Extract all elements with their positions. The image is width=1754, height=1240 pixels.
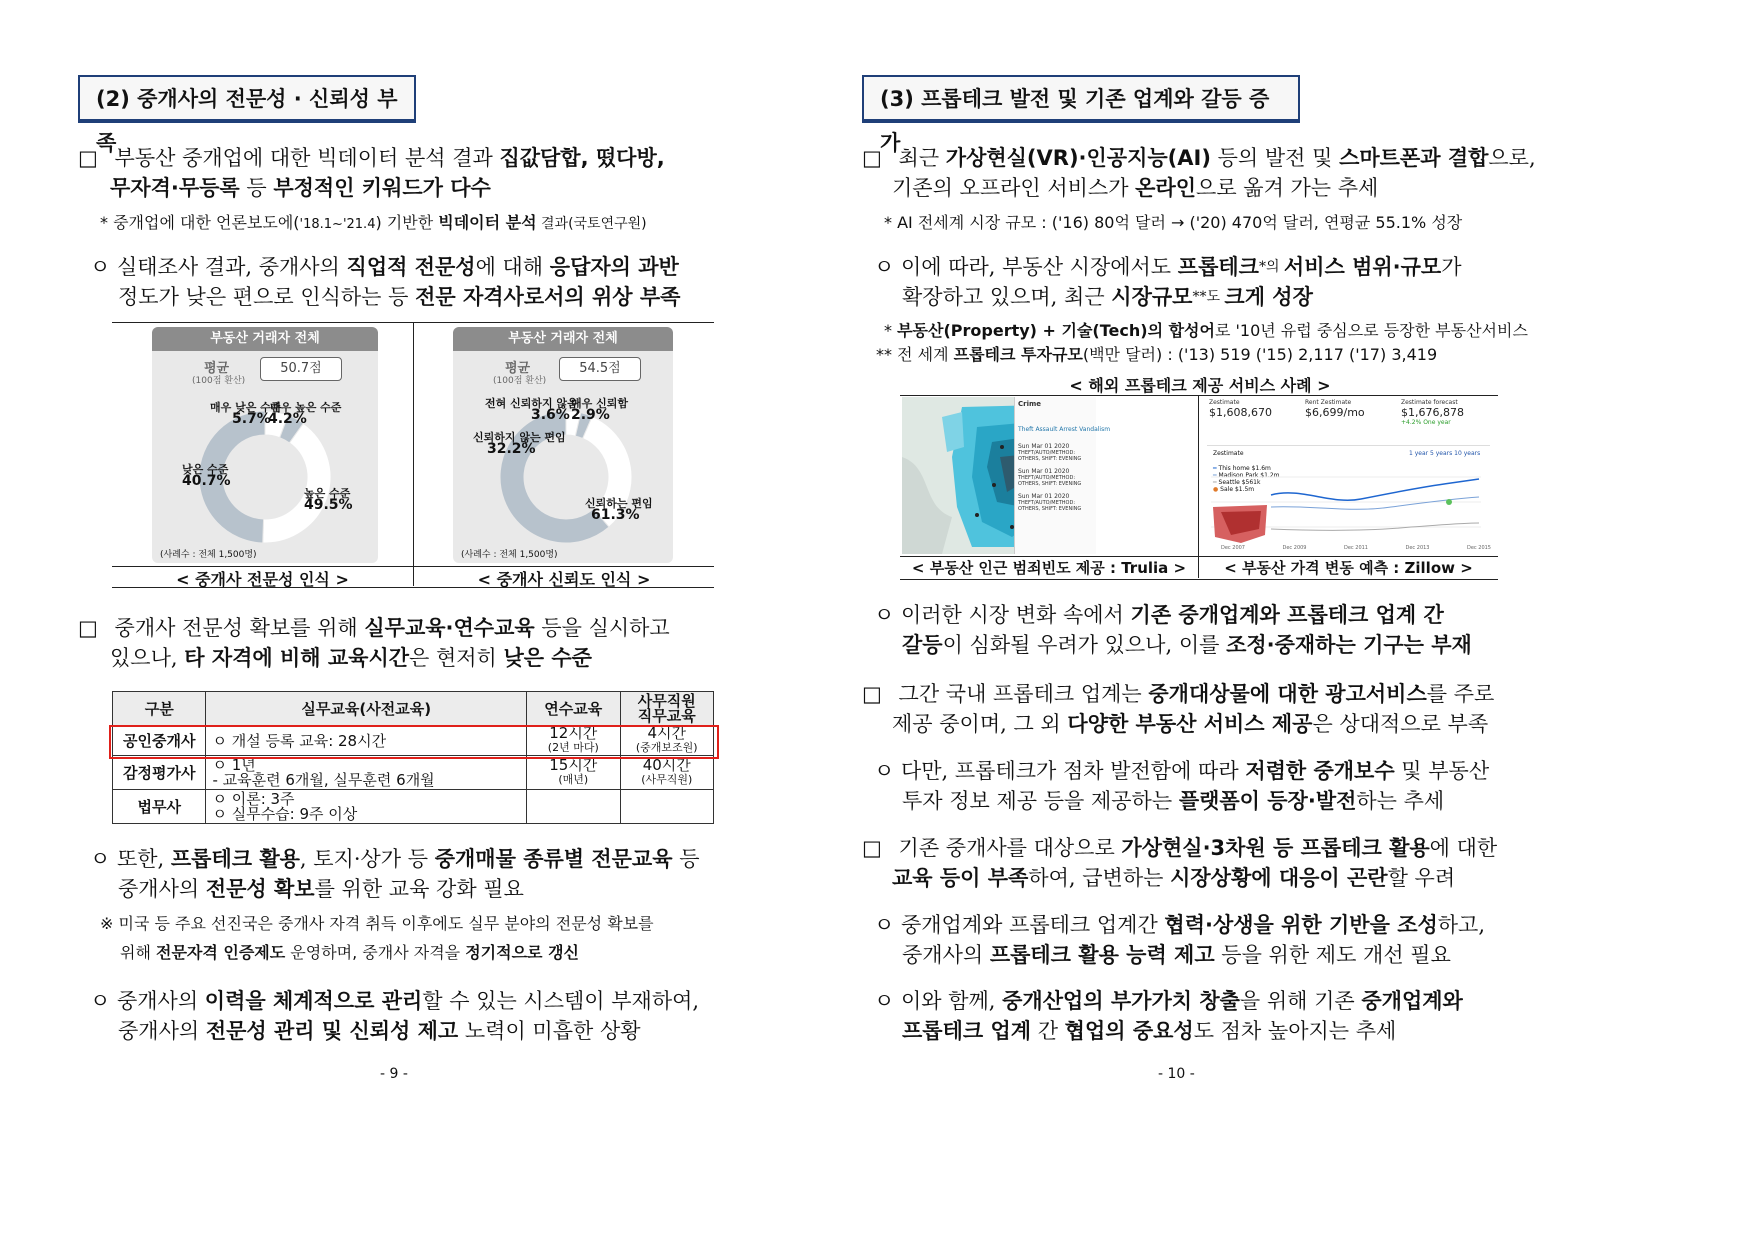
trust-chart-card bbox=[453, 327, 673, 563]
sub-item-3-line-1: ㅇ 중개사의 이력을 체계적으로 관리할 수 있는 시스템이 부재하여, bbox=[90, 989, 700, 1013]
crime-tab[interactable]: Vandalism bbox=[1079, 426, 1111, 433]
zillow-screenshot bbox=[1201, 397, 1496, 554]
crime-tab[interactable]: Arrest bbox=[1059, 426, 1078, 433]
chart1-caption: < 중개사 전문성 인식 > bbox=[176, 570, 349, 589]
zillow-trend-chart bbox=[1201, 457, 1496, 554]
crime-sidebar bbox=[1014, 397, 1111, 554]
r-note-2: ** 전 세계 프롭테크 투자규모(백만 달러) : ('13) 519 ('15) 2,117 ('17) 3,419 bbox=[876, 345, 1438, 364]
r-paragraph-1-line-2: 기존의 오프라인 서비스가 온라인으로 옮겨 가는 추세 bbox=[892, 176, 1379, 200]
page-number-right: - 10 - bbox=[1158, 1066, 1195, 1082]
paragraph-2-line-2: 있으나, 타 자격에 비해 교육시간은 현저히 낮은 수준 bbox=[110, 646, 592, 670]
square-bullet: □ bbox=[78, 146, 98, 170]
label-not-at-all: 전혀 신뢰하지 않음 bbox=[485, 397, 578, 410]
figure-divider bbox=[413, 322, 414, 586]
x-tick: Dec 2011 bbox=[1344, 545, 1368, 551]
label-distrust: 신뢰하지 않는 편임 bbox=[473, 431, 566, 444]
expertise-chart-card bbox=[152, 327, 378, 563]
header-cell: 구분 bbox=[113, 692, 206, 726]
crime-tabs bbox=[1018, 426, 1111, 433]
table-header-row bbox=[113, 692, 714, 726]
r-paragraph-1-line-1: □ 최근 가상현실(VR)·인공지능(AI) 등의 발전 및 스마트폰과 결합으로, bbox=[862, 146, 1536, 170]
trulia-caption: < 부동산 인근 범죄빈도 제공 : Trulia > bbox=[911, 559, 1187, 577]
r-sub-item-2-line-2: 갈등이 심화될 우려가 있으나, 이를 조정·중재하는 기구는 부재 bbox=[902, 633, 1472, 657]
crime-panel-title: Crime bbox=[1018, 400, 1042, 408]
avg-label: 평균 bbox=[204, 361, 230, 376]
zestimate-kpi: Zestimate $1,608,670 bbox=[1209, 399, 1272, 419]
zestimate-chart-label: Zestimate bbox=[1213, 450, 1244, 457]
sub-item-2-line-2: 중개사의 전문성 확보를 위한 교육 강화 필요 bbox=[118, 877, 524, 901]
square-bullet: □ bbox=[862, 146, 882, 170]
sub-item-3-line-2: 중개사의 전문성 관리 및 신뢰성 제고 노력이 미흡한 상황 bbox=[118, 1019, 641, 1043]
section-heading-left: (2) 중개사의 전문성 · 신뢰성 부족 bbox=[78, 75, 416, 123]
trust-donut bbox=[486, 405, 646, 545]
legend-item: ━ Seattle $561k bbox=[1213, 479, 1261, 486]
paragraph-2-line-1: □ 중개사 전문성 확보를 위해 실무교육·연수교육 등을 실시하고 bbox=[78, 616, 670, 640]
highlight-box bbox=[109, 725, 719, 759]
r-sub-item-4-line-1: ㅇ 중개업계와 프롭테크 업계간 협력·상생을 위한 기반을 조성하고, bbox=[874, 913, 1486, 937]
header-cell: 연수교육 bbox=[527, 692, 620, 726]
zillow-divider bbox=[1207, 445, 1490, 446]
range-selector[interactable]: 1 year 5 years 10 years bbox=[1409, 450, 1481, 457]
proptech-divider bbox=[1198, 395, 1199, 578]
chart-header: 부동산 거래자 전체 bbox=[152, 327, 378, 351]
rent-zestimate-kpi: Rent Zestimate $6,699/mo bbox=[1305, 399, 1365, 419]
square-bullet: □ bbox=[862, 682, 882, 706]
label-very-trust: 매우 신뢰함 bbox=[571, 397, 628, 410]
header-cell: 사무직원 직무교육 bbox=[620, 692, 714, 726]
table-row: 법무사 ㅇ 이론: 3주 ㅇ 실무수습: 9주 이상 bbox=[113, 790, 714, 824]
sub-item-1-line-2: 정도가 낮은 편으로 인식하는 등 전문 자격사로서의 위상 부족 bbox=[118, 285, 681, 309]
avg-value-box: 54.5점 bbox=[559, 357, 641, 381]
legend-item: ━ This home $1.6m bbox=[1213, 465, 1271, 472]
pct-high: 49.5% bbox=[304, 497, 353, 513]
legend-item: ● Sale $1.5m bbox=[1213, 486, 1255, 493]
r-sub-item-5-line-1: ㅇ 이와 함께, 중개산업의 부가가치 창출을 위해 기존 중개업계와 bbox=[874, 989, 1463, 1013]
avg-sub-label: (100점 환산) bbox=[192, 376, 246, 386]
r-sub-item-3-line-2: 투자 정보 제공 등을 제공하는 플랫폼이 등장·발전하는 추세 bbox=[902, 789, 1445, 813]
avg-label: 평균 bbox=[505, 361, 531, 376]
crime-tab[interactable]: Assault bbox=[1035, 426, 1058, 433]
paragraph-1-line-2: 무자격·무등록 등 부정적인 키워드가 다수 bbox=[110, 176, 491, 200]
r-sub-item-1-line-1: ㅇ 이에 따라, 부동산 시장에서도 프롭테크$^{*의}$ 서비스 범위·규모가 bbox=[874, 255, 1462, 279]
header-cell: 실무교육(사전교육) bbox=[206, 692, 527, 726]
r-sub-item-2-line-1: ㅇ 이러한 시장 변화 속에서 기존 중개업계와 프롭테크 업계 간 bbox=[874, 603, 1444, 627]
label-very-low: 매우 낮은 수준 bbox=[210, 401, 282, 414]
paragraph-1-note: * 중개업에 대한 언론보도에('18.1~'21.4) 기반한 빅데이터 분석 결과(국토연구원) bbox=[100, 213, 647, 232]
pct-distrust: 32.2% bbox=[487, 441, 536, 457]
avg-sub-label: (100점 환산) bbox=[493, 376, 547, 386]
sample-note: (사례수 : 전체 1,500명) bbox=[461, 550, 558, 560]
pct-very-trust: 2.9% bbox=[571, 407, 610, 423]
r-paragraph-2-line-1: □ 그간 국내 프롭테크 업계는 중개대상물에 대한 광고서비스를 주로 bbox=[862, 682, 1495, 706]
table-row: 공인중개사 ㅇ 개설 등록 교육: 28시간 12시간 (2년 마다) 4시간 (중개보조원) bbox=[113, 726, 714, 756]
r-sub-item-1-line-2: 확장하고 있으며, 최근 시장규모$^{**도}$ 크게 성장 bbox=[902, 285, 1313, 309]
r-paragraph-3-line-2: 교육 등이 부족하여, 급변하는 시장상황에 대응이 곤란할 우려 bbox=[892, 866, 1456, 890]
r-sub-item-5-line-2: 프롭테크 업계 간 협업의 중요성도 점차 높아지는 추세 bbox=[902, 1019, 1397, 1043]
trulia-screenshot bbox=[902, 397, 1111, 554]
sample-note: (사례수 : 전체 1,500명) bbox=[160, 550, 257, 560]
label-high: 높은 수준 bbox=[304, 487, 351, 500]
x-tick: Dec 2013 bbox=[1405, 545, 1430, 551]
r-paragraph-1-note: * AI 전세계 시장 규모 : ('16) 80억 달러 → ('20) 470억 달러, 연평균 55.1% 성장 bbox=[884, 213, 1463, 232]
r-sub-item-4-line-2: 중개사의 프롭테크 활용 능력 제고 등을 위한 제도 개선 필요 bbox=[902, 943, 1451, 967]
x-tick: Dec 2009 bbox=[1282, 545, 1307, 551]
chart2-caption: < 중개사 신뢰도 인식 > bbox=[477, 570, 651, 589]
r-paragraph-2-line-2: 제공 중이며, 그 외 다양한 부동산 서비스 제공은 상대적으로 부족 bbox=[892, 712, 1489, 736]
figure-title: < 해외 프롭테크 제공 서비스 사례 > bbox=[1069, 376, 1331, 395]
table-row: 감정평가사 ㅇ 1년 - 교육훈련 6개월, 실무훈련 6개월 15시간 (매년) 40시간 (사무직원) bbox=[113, 756, 714, 790]
r-sub-item-3-line-1: ㅇ 다만, 프롭테크가 점차 발전함에 따라 저렴한 중개보수 및 부동산 bbox=[874, 759, 1490, 783]
label-low: 낮은 수준 bbox=[182, 463, 229, 476]
sub-item-1-line-1: ㅇ 실태조사 결과, 중개사의 직업적 전문성에 대해 응답자의 과반 bbox=[90, 255, 679, 279]
crime-tab[interactable]: Theft bbox=[1018, 426, 1034, 433]
square-bullet: □ bbox=[78, 616, 98, 640]
sub-item-2-line-1: ㅇ 또한, 프롭테크 활용, 토지·상가 등 중개매물 종류별 전문교육 등 bbox=[90, 847, 700, 871]
x-tick: Dec 2015 bbox=[1467, 545, 1491, 551]
pct-trust: 61.3% bbox=[591, 507, 640, 523]
label-trust: 신뢰하는 편임 bbox=[585, 497, 653, 510]
r-paragraph-3-line-1: □ 기존 중개사를 대상으로 가상현실·3차원 등 프롭테크 활용에 대한 bbox=[862, 836, 1498, 860]
zillow-caption: < 부동산 가격 변동 예측 : Zillow > bbox=[1224, 559, 1473, 577]
pct-not-at-all: 3.6% bbox=[531, 407, 570, 423]
square-bullet: □ bbox=[862, 836, 882, 860]
crime-entry: Sun Mar 01 2020 THEFT/AUTO/METHOD: OTHERS, SHIFT: EVENING bbox=[1018, 468, 1082, 487]
page-number-left: - 9 - bbox=[380, 1066, 408, 1082]
crime-entry: Sun Mar 01 2020 THEFT/AUTO/METHOD: OTHERS, SHIFT: EVENING bbox=[1018, 493, 1082, 512]
forecast-kpi: Zestimate forecast $1,676,878 +4.2% One year bbox=[1401, 399, 1464, 426]
x-axis-ticks bbox=[1221, 545, 1491, 551]
note-2-line-1: ※ 미국 등 주요 선진국은 중개사 자격 취득 이후에도 실무 분야의 전문성 확보를 bbox=[100, 914, 654, 933]
pct-very-low: 5.7% bbox=[232, 411, 271, 427]
section-heading-right: (3) 프롭테크 발전 및 기존 업계와 갈등 증가 bbox=[862, 75, 1300, 123]
crime-entry: Sun Mar 01 2020 THEFT/AUTO/METHOD: OTHERS, SHIFT: EVENING bbox=[1018, 443, 1082, 462]
note-2-line-2: 위해 전문자격 인증제도 운영하며, 중개사 자격을 정기적으로 갱신 bbox=[120, 943, 579, 962]
x-tick: Dec 2007 bbox=[1221, 545, 1245, 551]
paragraph-1-line-1: □ 부동산 중개업에 대한 빅데이터 분석 결과 집값담합, 떴다방, bbox=[78, 146, 665, 170]
donut-slice bbox=[263, 423, 331, 543]
chart-header: 부동산 거래자 전체 bbox=[453, 327, 673, 351]
legend-item: ━ Madison Park $1.2m bbox=[1213, 472, 1280, 479]
pct-low: 40.7% bbox=[182, 473, 231, 489]
r-note-1: * 부동산(Property) + 기술(Tech)의 합성어로 '10년 유럽 중심으로 등장한 부동산서비스 bbox=[884, 321, 1528, 340]
label-very-high: 매우 높은 수준 bbox=[270, 401, 342, 414]
pct-very-high: 4.2% bbox=[268, 411, 307, 427]
avg-value-box: 50.7점 bbox=[260, 357, 342, 381]
